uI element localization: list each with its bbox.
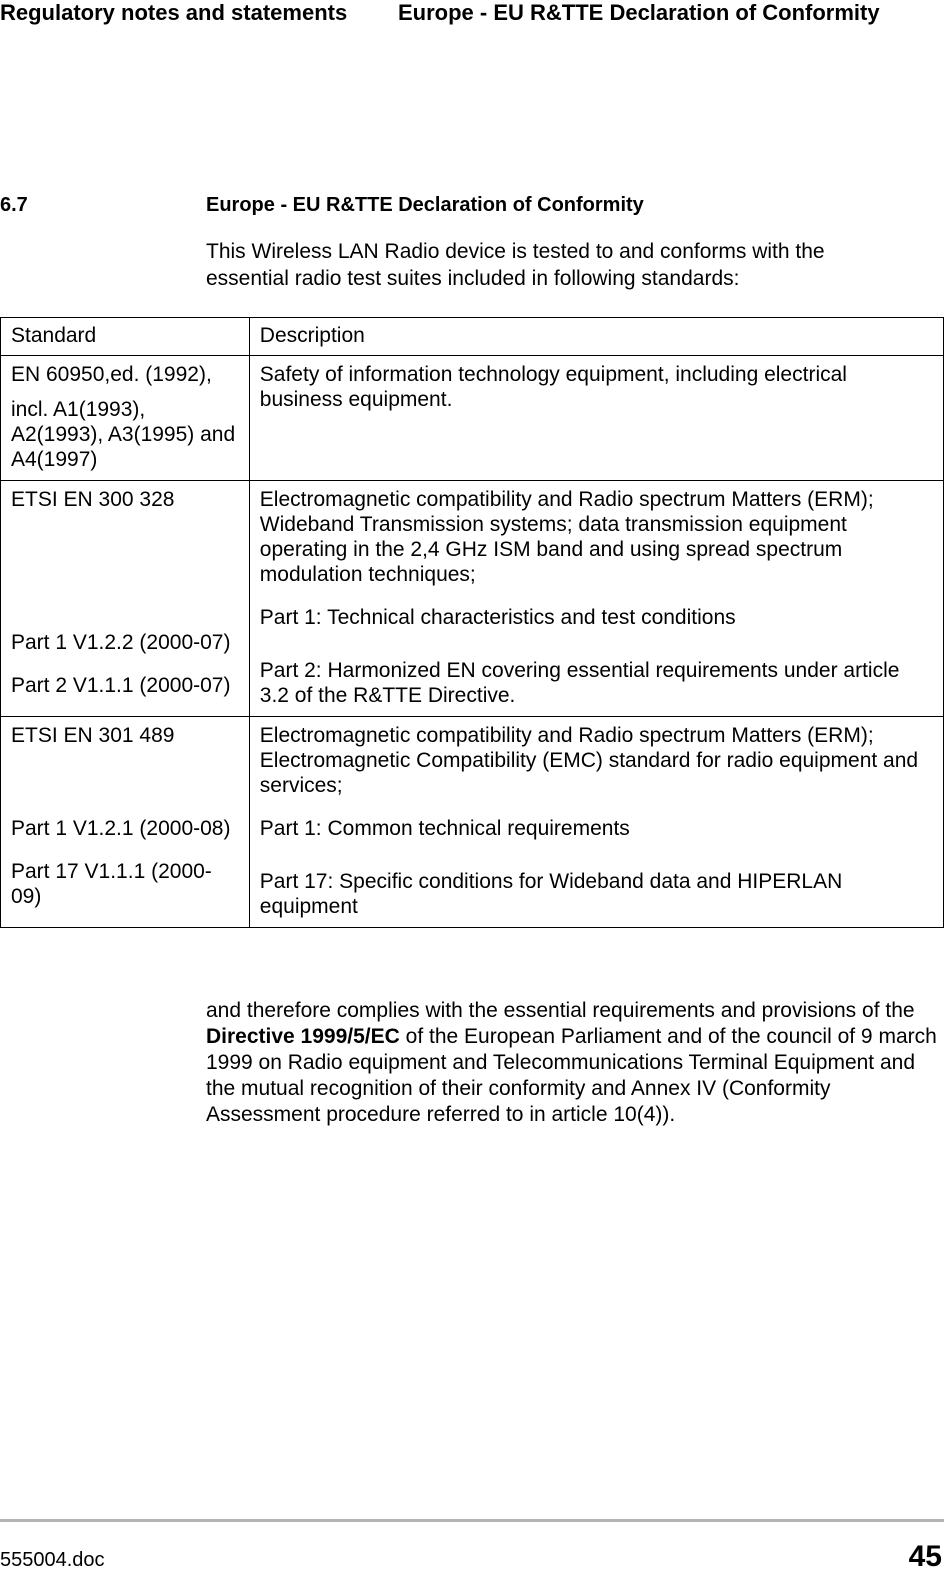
header-chapter-title: Regulatory notes and statements: [0, 0, 348, 25]
table-row: [1, 356, 944, 481]
closing-text-after: of the European Parliament and of the council of 9 march 1999 on Radio equipment and Telecommunications Terminal Equipment and the mutual recognition of their conformity and Annex IV (Conformity Assessment procedure referred to in article 10(4)).: [206, 1025, 937, 1126]
intro-paragraph: This Wireless LAN Radio device is tested to and conforms with the essential radio test suites included in following standards:: [206, 240, 825, 290]
description-text: Part 17: Specific conditions for Wideband data and HIPERLAN equipment: [259, 870, 843, 918]
standard-cell: [1, 356, 250, 481]
standard-text: Part 1 V1.2.2 (2000-07): [11, 631, 231, 654]
standard-text: ETSI EN 301 489: [11, 724, 175, 747]
standard-text: EN 60950,ed. (1992),: [11, 363, 212, 386]
standard-text: Part 1 V1.2.1 (2000-08): [11, 817, 231, 840]
standard-text: Part 2 V1.1.1 (2000-07): [11, 674, 231, 697]
closing-paragraph: [206, 998, 942, 1128]
description-text: Electromagnetic compatibility and Radio spectrum Matters (ERM); Wideband Transmission systems; data transmission equipment operating in the 2,4 GHz ISM band and using spread spectrum modulation techniques;: [259, 488, 874, 586]
standard-cell: [1, 717, 250, 928]
standard-cell: [1, 481, 250, 717]
table-row: [1, 481, 944, 717]
standard-text: Part 17 V1.1.1 (2000-09): [11, 860, 212, 908]
standard-text: ETSI EN 300 328: [11, 488, 175, 511]
description-text: Safety of information technology equipment, including electrical business equipment.: [259, 363, 847, 411]
column-header-description: Description: [249, 318, 943, 356]
standards-table: [0, 317, 944, 928]
standard-text: incl. A1(1993), A2(1993), A3(1995) and A4(1997): [11, 398, 236, 471]
footer-document-name: 555004.doc: [0, 1549, 105, 1571]
description-text: Part 1: Technical characteristics and test conditions: [259, 606, 736, 629]
table-header-row: [1, 318, 944, 356]
description-cell: [249, 481, 943, 717]
footer-divider: [0, 1519, 944, 1522]
description-text: Part 2: Harmonized EN covering essential requirements under article 3.2 of the R&TTE Directive.: [259, 659, 900, 707]
footer-page-number: 45: [908, 1540, 942, 1573]
closing-text-before: and therefore complies with the essential requirements and provisions of the: [206, 999, 915, 1022]
column-header-standard: Standard: [1, 318, 250, 356]
description-cell: [249, 717, 943, 928]
directive-reference: Directive 1999/5/EC: [206, 1025, 400, 1048]
description-text: Electromagnetic compatibility and Radio spectrum Matters (ERM); Electromagnetic Compatibility (EMC) standard for radio equipment and services;: [259, 724, 919, 797]
section-title: Europe - EU R&TTE Declaration of Conformity: [206, 194, 644, 216]
section-number: 6.7: [0, 194, 28, 216]
description-cell: [249, 356, 943, 481]
header-section-title: Europe - EU R&TTE Declaration of Conformity: [398, 0, 880, 25]
table-row: [1, 717, 944, 928]
description-text: Part 1: Common technical requirements: [259, 817, 630, 840]
